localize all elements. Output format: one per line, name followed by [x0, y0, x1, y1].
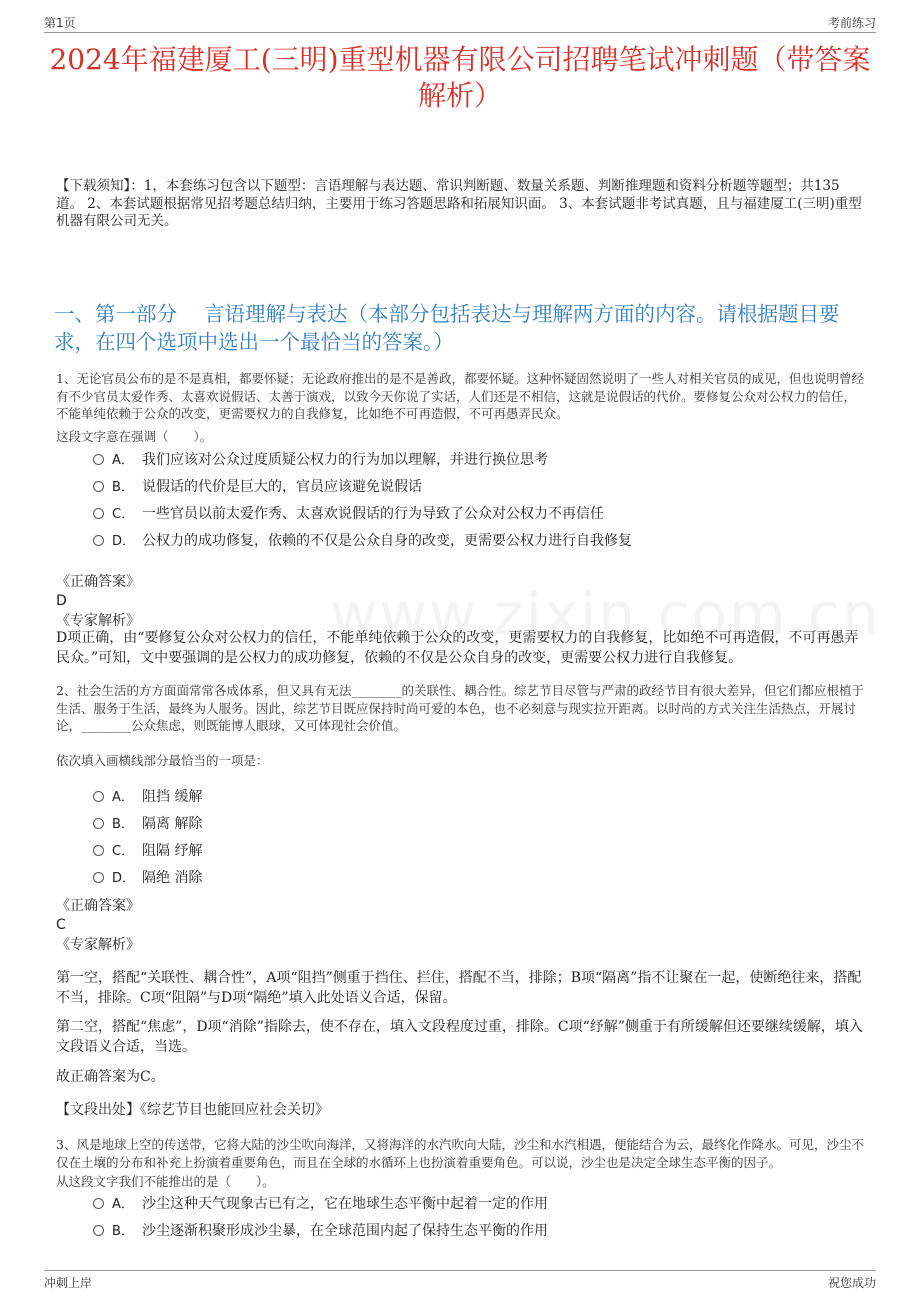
page-number: 第1页 — [44, 16, 76, 30]
question-1-answer: D — [56, 593, 67, 609]
footer-right-text: 祝您成功 — [827, 1276, 876, 1290]
radio-icon[interactable] — [93, 454, 104, 465]
radio-icon[interactable] — [93, 481, 104, 492]
radio-icon[interactable] — [93, 1225, 104, 1236]
question-2-analysis-p3: 故正确答案为C。 — [56, 1069, 165, 1085]
question-1-analysis-label: 《专家解析》 — [56, 613, 140, 629]
question-2-stem: 2、社会生活的方方面面常常各成体系，但又具有无法________的关联性、耦合性。综艺节目尽管与严肃的政经节目有很大差异，但它们都应根植于生活、服务于生活，最终为人服务。因此，综艺节目既应保持时尚可爱的本色，也不必刻意与现实拉开距离。以时尚的方式关注生活热点，开展讨论，________公众焦虑，则既能博人眼球，又可体现社会价值。 — [56, 683, 864, 733]
question-1-option-c[interactable]: C． 一些官员以前太爱作秀、太喜欢说假话的行为导致了公众对公权力不再信任 — [93, 505, 604, 524]
question-1-option-b[interactable]: B． 说假话的代价是巨大的，官员应该避免说假话 — [93, 478, 422, 497]
question-1-option-a[interactable]: A． 我们应该对公众过度质疑公权力的行为加以理解，并进行换位思考 — [93, 451, 548, 470]
question-2-option-d[interactable]: D． 隔绝 消除 — [93, 869, 202, 888]
question-2-analysis-p2: 第二空，搭配“焦虑”，D项“消除”指除去，使不存在，填入文段程度过重，排除。C项“纾解”侧重于有所缓解但还要继续缓解，填入文段语义合适，当选。 — [56, 1019, 863, 1055]
header-label: 考前练习 — [827, 16, 876, 30]
radio-icon[interactable] — [93, 791, 104, 802]
radio-icon[interactable] — [93, 845, 104, 856]
question-1-answer-label: 《正确答案》 — [56, 574, 140, 590]
question-1-stem: 1、无论官员公布的是不是真相，都要怀疑；无论政府推出的是不是善政，都要怀疑。这种怀疑固然说明了一些人对相关官员的成见，但也说明曾经有不少官员太爱作秀、太喜欢说假话、太善于演戏，以致今天你说了实话，人们还是不相信，这就是说假话的代价。要修复公众对公权力的信任，不能单纯依赖于公众的改变，更需要权力的自我修复，比如绝不可再造假，不可再愚弄民众。 — [56, 371, 864, 421]
radio-icon[interactable] — [93, 535, 104, 546]
radio-icon[interactable] — [93, 1198, 104, 1209]
footer-left-text: 冲刺上岸 — [44, 1276, 93, 1290]
question-2-analysis-label: 《专家解析》 — [56, 937, 140, 953]
question-3-stem: 3、风是地球上空的传送带，它将大陆的沙尘吹向海洋，又将海洋的水汽吹向大陆，沙尘和水汽相遇，便能结合为云，最终化作降水。可见，沙尘不仅在土壤的分布和补充上扮演着重要角色，而且在全球的水循环上也扮演着重要角色。可以说，沙尘也是决定全球生态平衡的因子。 — [56, 1137, 864, 1170]
question-1-option-d[interactable]: D． 公权力的成功修复，依赖的不仅是公众自身的改变，更需要公权力进行自我修复 — [93, 532, 632, 551]
question-2-option-b[interactable]: B． 隔离 解除 — [93, 815, 202, 834]
download-notice: 【下载须知】：1，本套练习包含以下题型：言语理解与表达题、常识判断题、数量关系题、判断推理题和资料分析题等题型；共135道。 2、本套试题根据常见招考题总结归纳，主要用于练习答题思路和拓展知识面。 3、本套试题非考试真题，且与福建厦工(三明)重型机器有限公司无关。 — [56, 178, 862, 229]
question-1-prompt: 这段文字意在强调（ ）。 — [56, 429, 213, 444]
page-header — [44, 12, 876, 33]
radio-icon[interactable] — [93, 818, 104, 829]
question-3-option-a[interactable]: A． 沙尘这种天气现象古已有之，它在地球生态平衡中起着一定的作用 — [93, 1195, 548, 1214]
question-2-option-a[interactable]: A． 阻挡 缓解 — [93, 788, 202, 807]
question-2-option-c[interactable]: C． 阻隔 纾解 — [93, 842, 202, 861]
document-title: 2024年福建厦工(三明)重型机器有限公司招聘笔试冲刺题（带答案解析） — [49, 43, 871, 112]
question-1-analysis: D项正确，由“要修复公众对公权力的信任，不能单纯依赖于公众的改变，更需要权力的自我修复，比如绝不可再造假，不可再愚弄民众。”可知，文中要强调的是公权力的成功修复，依赖的不仅是公众自身的改变，更需要公权力进行自我修复。 — [56, 630, 859, 666]
question-2-answer-label: 《正确答案》 — [56, 898, 140, 914]
question-2-analysis-p1: 第一空，搭配“关联性、耦合性”，A项“阻挡”侧重于挡住、拦住，搭配不当，排除；B项“隔离”指不让聚在一起，使断绝往来，搭配不当，排除。C项“阻隔”与D项“隔绝”填入此处语义合适，保留。 — [56, 970, 862, 1006]
section-title: 一、第一部分 言语理解与表达（本部分包括表达与理解两方面的内容。请根据题目要求，在四个选项中选出一个最恰当的答案。） — [54, 302, 840, 354]
radio-icon[interactable] — [93, 872, 104, 883]
question-3-prompt: 从这段文字我们不能推出的是（ ）。 — [56, 1174, 275, 1189]
question-2-answer: C — [56, 917, 66, 933]
question-2-source: 【文段出处】《综艺节目也能回应社会关切》 — [56, 1102, 329, 1118]
question-3-option-b[interactable]: B． 沙尘逐渐积聚形成沙尘暴，在全球范围内起了保持生态平衡的作用 — [93, 1222, 548, 1241]
question-2-prompt: 依次填入画横线部分最恰当的一项是： — [56, 753, 269, 768]
page-footer — [44, 1270, 876, 1295]
radio-icon[interactable] — [93, 508, 104, 519]
